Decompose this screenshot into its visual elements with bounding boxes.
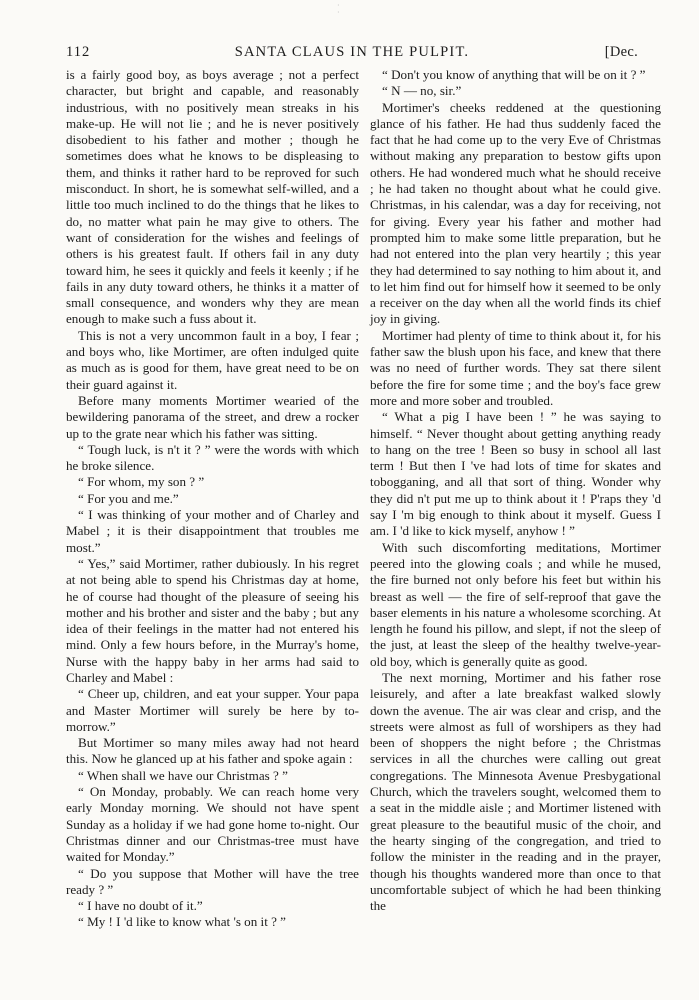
paragraph: With such discomforting meditations, Mortimer peered into the glowing coals ; and while he mused, the fire burned not only before his feet but within his breast as well — the fire of self-reproof that gave the baser elements in his nature a wholesome scorching. At length he found his pillow, and slept, if not the sleep of the just, at least the sleep of the healthy twelve-year-old boy, which is generally quite as good.: [370, 539, 661, 669]
paragraph: “ N — no, sir.”: [382, 83, 462, 99]
paragraph: “ Tough luck, is n't it ? ” were the words with which he broke silence.: [66, 441, 359, 474]
paragraph: The next morning, Mortimer and his father rose leisurely, and after a late breakfast walked slowly down the avenue. The air was clear and crisp, and the streets were almost as full of worshipers as they had been of shoppers the night before ; the Christmas services in all the churches were calling out great congregations. The Minnesota Avenue Presbygational Church, which the travelers sought, welcomed them to a seat in the middle aisle ; and Mortimer listened with great pleasure to the beautiful music of the choir, and the hearty singing of the congregation, and tried to follow the minister in the reading and in the prayer, though his thoughts wandered more than once to that uncomfortable subject of which he had been thinking the: [370, 669, 661, 914]
paragraph: “ I have no doubt of it.”: [78, 898, 203, 914]
paragraph: “ On Monday, probably. We can reach home very early Monday morning. We should not have spent Sunday as a holiday if we had gone home to-night. Our Christmas dinner and our Christmas-tree must have waited for Monday.”: [66, 784, 359, 865]
right-column: [370, 67, 661, 914]
left-column: [66, 67, 359, 931]
binding-mark: · ·: [337, 1, 340, 17]
paragraph: Mortimer had plenty of time to think about it, for his father saw the blush upon his face, and knew that there was no need of further words. They sat there silent before the fire for some time ; and the boy's face grew more and more sober and troubled.: [370, 327, 661, 408]
paragraph: “ Yes,” said Mortimer, rather dubiously. In his regret at not being able to spend his Christmas day at home, he of course had thought of the pleasure of seeing his mother and his brother and sister and the baby ; but any idea of their feelings in the matter had not entered his mind. Only a few hours before, in the Murray's home, Nurse with the happy baby in her arms had said to Charley and Mabel :: [66, 555, 359, 685]
paragraph: “ Cheer up, children, and eat your supper. Your papa and Master Mortimer will surely be here by to-morrow.”: [66, 686, 359, 734]
paragraph: Mortimer's cheeks reddened at the questioning glance of his father. He had thus suddenly faced the fact that he had come up to the very Eve of Christmas without making any preparation to bestow gifts upon others. He had wondered much what he should receive ; he had taken no thought about what he could give. Christmas, in his calendar, was a day for receiving, not for giving. Every year his father and mother had prompted him to make some little preparation, but he had not entered into the plan very heartily ; this year they had determined to say nothing to him about it, and to let him find out for himself how it seemed to be only a receiver on the day when all the world finds its chief joy in giving.: [370, 99, 661, 327]
paragraph: “ When shall we have our Christmas ? ”: [78, 767, 288, 783]
paragraph: “ For you and me.”: [78, 490, 179, 506]
paragraph: This is not a very uncommon fault in a boy, I fear ; and boys who, like Mortimer, are often indulged quite as much as is good for them, have great need to be on their guard against it.: [66, 327, 359, 392]
paragraph: “ My ! I 'd like to know what 's on it ? ”: [78, 914, 286, 930]
running-header: [66, 44, 638, 64]
paragraph: Before many moments Mortimer wearied of the bewildering panorama of the street, and drew a rocker up to the grate near which his father was sitting.: [66, 392, 359, 441]
paragraph: “ Don't you know of anything that will be on it ? ”: [382, 67, 646, 82]
paragraph: “ Do you suppose that Mother will have the tree ready ? ”: [66, 865, 359, 897]
paragraph: “ I was thinking of your mother and of Charley and Mabel ; it is their disappointment that troubles me most.”: [66, 507, 359, 555]
paragraph: is a fairly good boy, as boys average ; not a perfect character, but bright and capable, and reasonably industrious, with no positively mean streaks in his make-up. He will not lie ; and he is never positively disobedient to his father and mother ; though he sometimes does what he knows to be displeasing to them, and thinks it rather hard to be reproved for such misconduct. In short, he is somewhat self-willed, and a little too much inclined to do the things that he likes to do, no matter what pain he may give to others. The want of consideration for the wishes and feelings of others is his greatest fault. If others fail in any duty toward him, he sees it quickly and feels it keenly ; if he fails in any duty toward others, he thinks it a matter of small consequence, and wonders why they are mean enough to make such a fuss about it.: [66, 67, 359, 327]
paragraph: But Mortimer so many miles away had not heard this. Now he glanced up at his father and spoke again :: [66, 735, 359, 767]
running-title: SANTA CLAUS IN THE PULPIT.: [234, 44, 470, 60]
running-month: [Dec.: [604, 44, 638, 60]
paragraph: “ For whom, my son ? ”: [78, 474, 205, 490]
paragraph: “ What a pig I have been ! ” he was saying to himself. “ Never thought about getting anything ready to hang on the tree ! Been so busy in school all last term ! But then I 've had lots of time for skates and tobogganing, and all that sort of thing. Wonder why they did n't put me up to think about it ! P'raps they 'd say I 'm big enough to think about it myself. Guess I am. I 'd like to kick myself, anyhow ! ”: [370, 409, 661, 539]
page-number: 112: [66, 44, 91, 60]
